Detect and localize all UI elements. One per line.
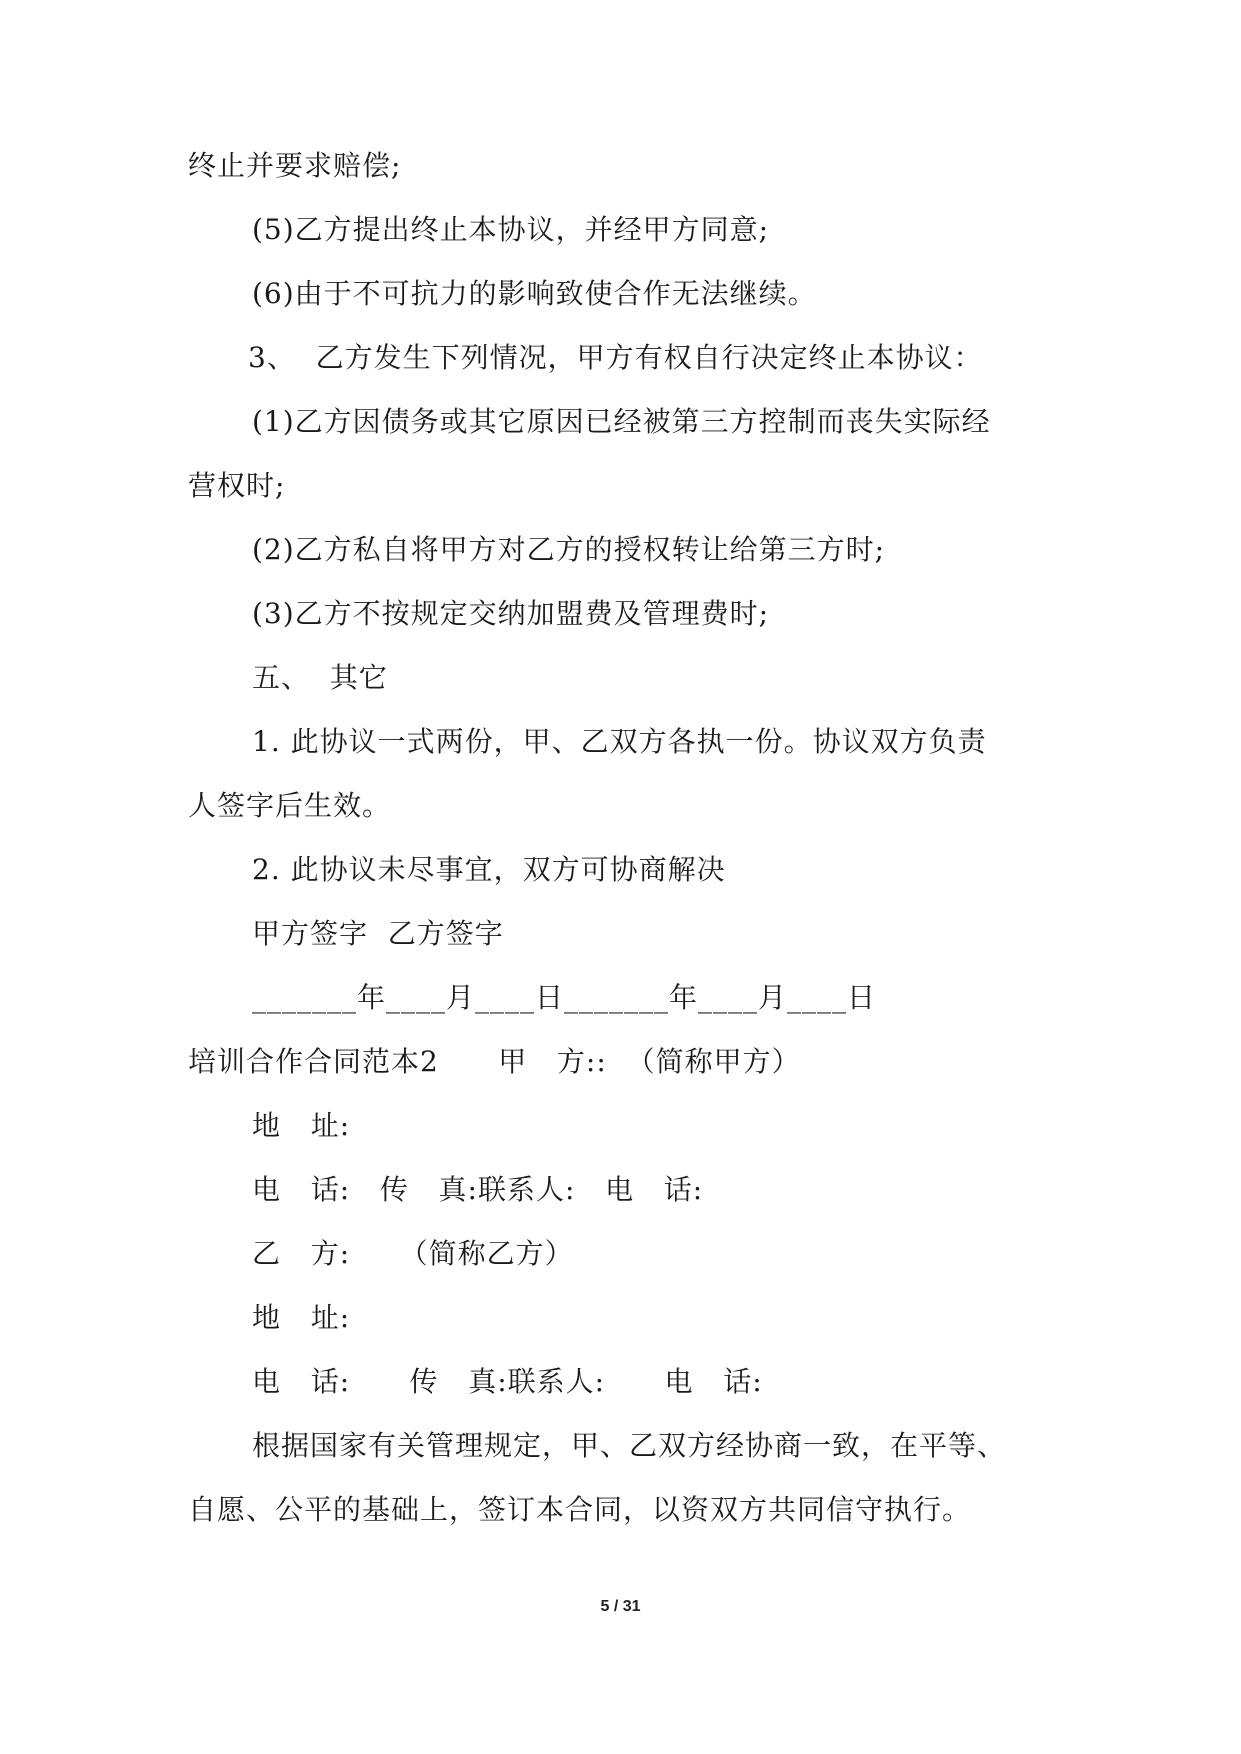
text-line: (6)由于不可抗力的影响致使合作无法继续。 (252, 277, 817, 310)
address-field: 地 址: (252, 1301, 351, 1334)
text-line: (5)乙方提出终止本协议，并经甲方同意; (252, 213, 770, 246)
text-line: (1)乙方因债务或其它原因已经被第三方控制而丧失实际经 (252, 405, 991, 438)
text-line: 人签字后生效。 (188, 789, 392, 822)
text-line: 2. 此协议未尽事宜，双方可协商解决 (252, 853, 726, 886)
page-number: 5 / 31 (600, 1598, 641, 1615)
party-b-field: 乙 方: （简称乙方） (252, 1237, 574, 1270)
section-heading: 五、 其它 (252, 661, 388, 694)
date-blanks: _______年____月____日_______年____月____日 (252, 981, 877, 1014)
text-line: 营权时; (188, 469, 286, 502)
text-line: 3、 乙方发生下列情况，甲方有权自行决定终止本协议： (248, 341, 983, 374)
signature-labels: 甲方签字 乙方签字 (252, 917, 504, 950)
text-line: (3)乙方不按规定交纳加盟费及管理费时; (252, 597, 770, 630)
text-line: 终止并要求赔偿; (188, 149, 402, 182)
contact-field: 电 话: 传 真:联系人: 电 话: (252, 1365, 763, 1398)
text-line: 根据国家有关管理规定，甲、乙双方经协商一致，在平等、 (252, 1429, 1007, 1462)
text-line: 自愿、公平的基础上，签订本合同，以资双方共同信守执行。 (188, 1493, 972, 1526)
text-line: (2)乙方私自将甲方对乙方的授权转让给第三方时; (252, 533, 886, 566)
address-field: 地 址: (252, 1109, 351, 1142)
contract-title: 培训合作合同范本2 甲 方:: （简称甲方） (188, 1045, 801, 1078)
contact-field: 电 话: 传 真:联系人: 电 话: (252, 1173, 704, 1206)
text-line: 1. 此协议一式两份，甲、乙双方各执一份。协议双方负责 (252, 725, 987, 758)
